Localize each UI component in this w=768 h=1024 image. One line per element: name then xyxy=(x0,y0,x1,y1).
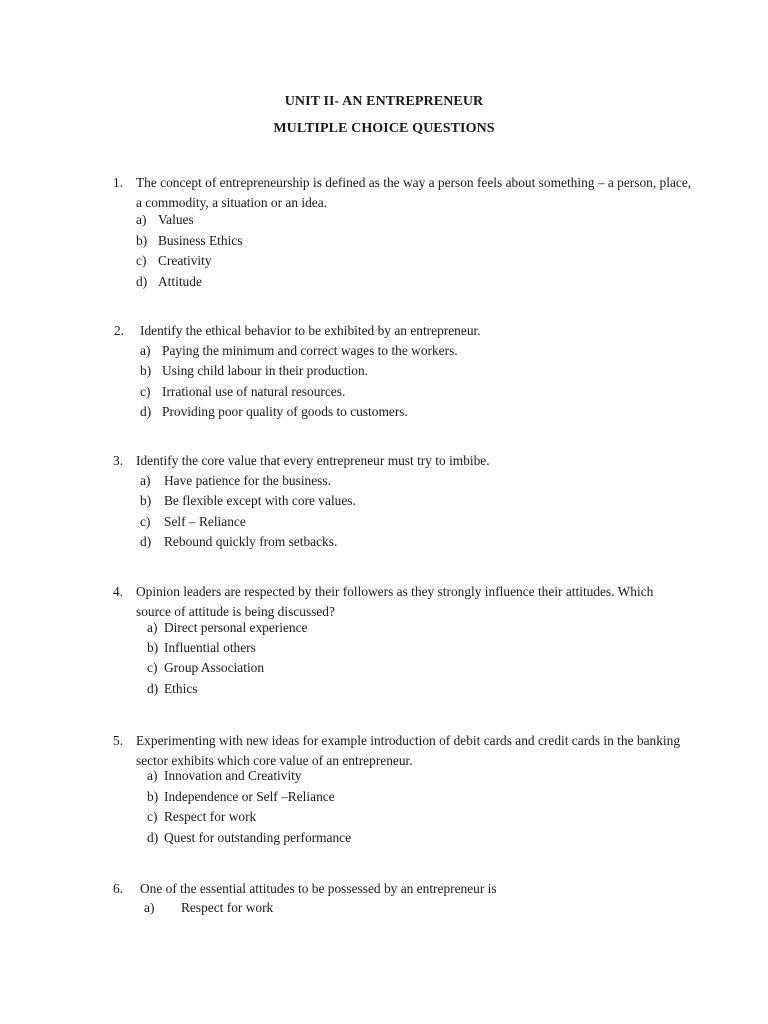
question-text: Identify the core value that every entrepreneur must try to imbibe. xyxy=(136,453,490,468)
option-text: Providing poor quality of goods to customers. xyxy=(162,404,408,419)
option-text: Innovation and Creativity xyxy=(164,768,302,783)
document-subtitle: MULTIPLE CHOICE QUESTIONS xyxy=(273,121,495,136)
option-label: c) xyxy=(140,514,151,529)
option-label: a) xyxy=(140,473,151,488)
question-text: Experimenting with new ideas for example introduction of debit cards and credit cards in the banking sector exhibits which core value of an entrepreneur. xyxy=(136,733,681,769)
option-text: Direct personal experience xyxy=(164,620,308,635)
option-label: b) xyxy=(140,493,152,508)
option-text: Self – Reliance xyxy=(164,514,246,529)
option-label: a) xyxy=(140,343,151,358)
option-label: d) xyxy=(140,534,152,549)
option-label: d) xyxy=(147,830,159,845)
question-text: One of the essential attitudes to be possessed by an entrepreneur is xyxy=(140,881,497,896)
option-label: b) xyxy=(136,233,148,248)
option-text: Rebound quickly from setbacks. xyxy=(164,534,338,549)
question-text: The concept of entrepreneurship is defined as the way a person feels about something – a person, place, a commodity, a situation or an idea. xyxy=(136,175,692,211)
option-text: Independence or Self –Reliance xyxy=(164,789,335,804)
option-label: c) xyxy=(136,253,147,268)
option-label: d) xyxy=(136,274,148,289)
option-label: b) xyxy=(140,363,152,378)
question-text: Opinion leaders are respected by their followers as they strongly influence their attitudes. Which source of attitude is being discussed? xyxy=(136,584,654,620)
option-text: Respect for work xyxy=(181,900,274,915)
option-label: a) xyxy=(144,900,155,915)
option-label: c) xyxy=(140,384,151,399)
option-label: d) xyxy=(140,404,152,419)
option-label: a) xyxy=(147,768,158,783)
option-text: Respect for work xyxy=(164,809,257,824)
option-text: Be flexible except with core values. xyxy=(164,493,356,508)
option-label: c) xyxy=(147,809,158,824)
option-text: Have patience for the business. xyxy=(164,473,331,488)
question-number: 2. xyxy=(114,323,125,338)
question-number: 3. xyxy=(113,453,124,468)
option-text: Paying the minimum and correct wages to the workers. xyxy=(162,343,458,358)
option-label: c) xyxy=(147,660,158,675)
option-text: Business Ethics xyxy=(158,233,243,248)
option-label: d) xyxy=(147,681,159,696)
option-text: Attitude xyxy=(158,274,202,289)
option-text: Using child labour in their production. xyxy=(162,363,369,378)
option-label: a) xyxy=(147,620,158,635)
question-number: 4. xyxy=(113,584,124,599)
question-text: Identify the ethical behavior to be exhibited by an entrepreneur. xyxy=(140,323,481,338)
option-text: Creativity xyxy=(158,253,212,268)
option-text: Quest for outstanding performance xyxy=(164,830,352,845)
option-label: a) xyxy=(136,212,147,227)
option-label: b) xyxy=(147,640,159,655)
option-text: Values xyxy=(158,212,194,227)
document-title: UNIT II- AN ENTREPRENEUR xyxy=(284,94,484,109)
option-text: Influential others xyxy=(164,640,256,655)
question-number: 1. xyxy=(113,175,124,190)
option-text: Irrational use of natural resources. xyxy=(162,384,346,399)
option-label: b) xyxy=(147,789,159,804)
option-text: Ethics xyxy=(164,681,198,696)
question-number: 5. xyxy=(113,733,124,748)
option-text: Group Association xyxy=(164,660,265,675)
question-number: 6. xyxy=(113,881,124,896)
